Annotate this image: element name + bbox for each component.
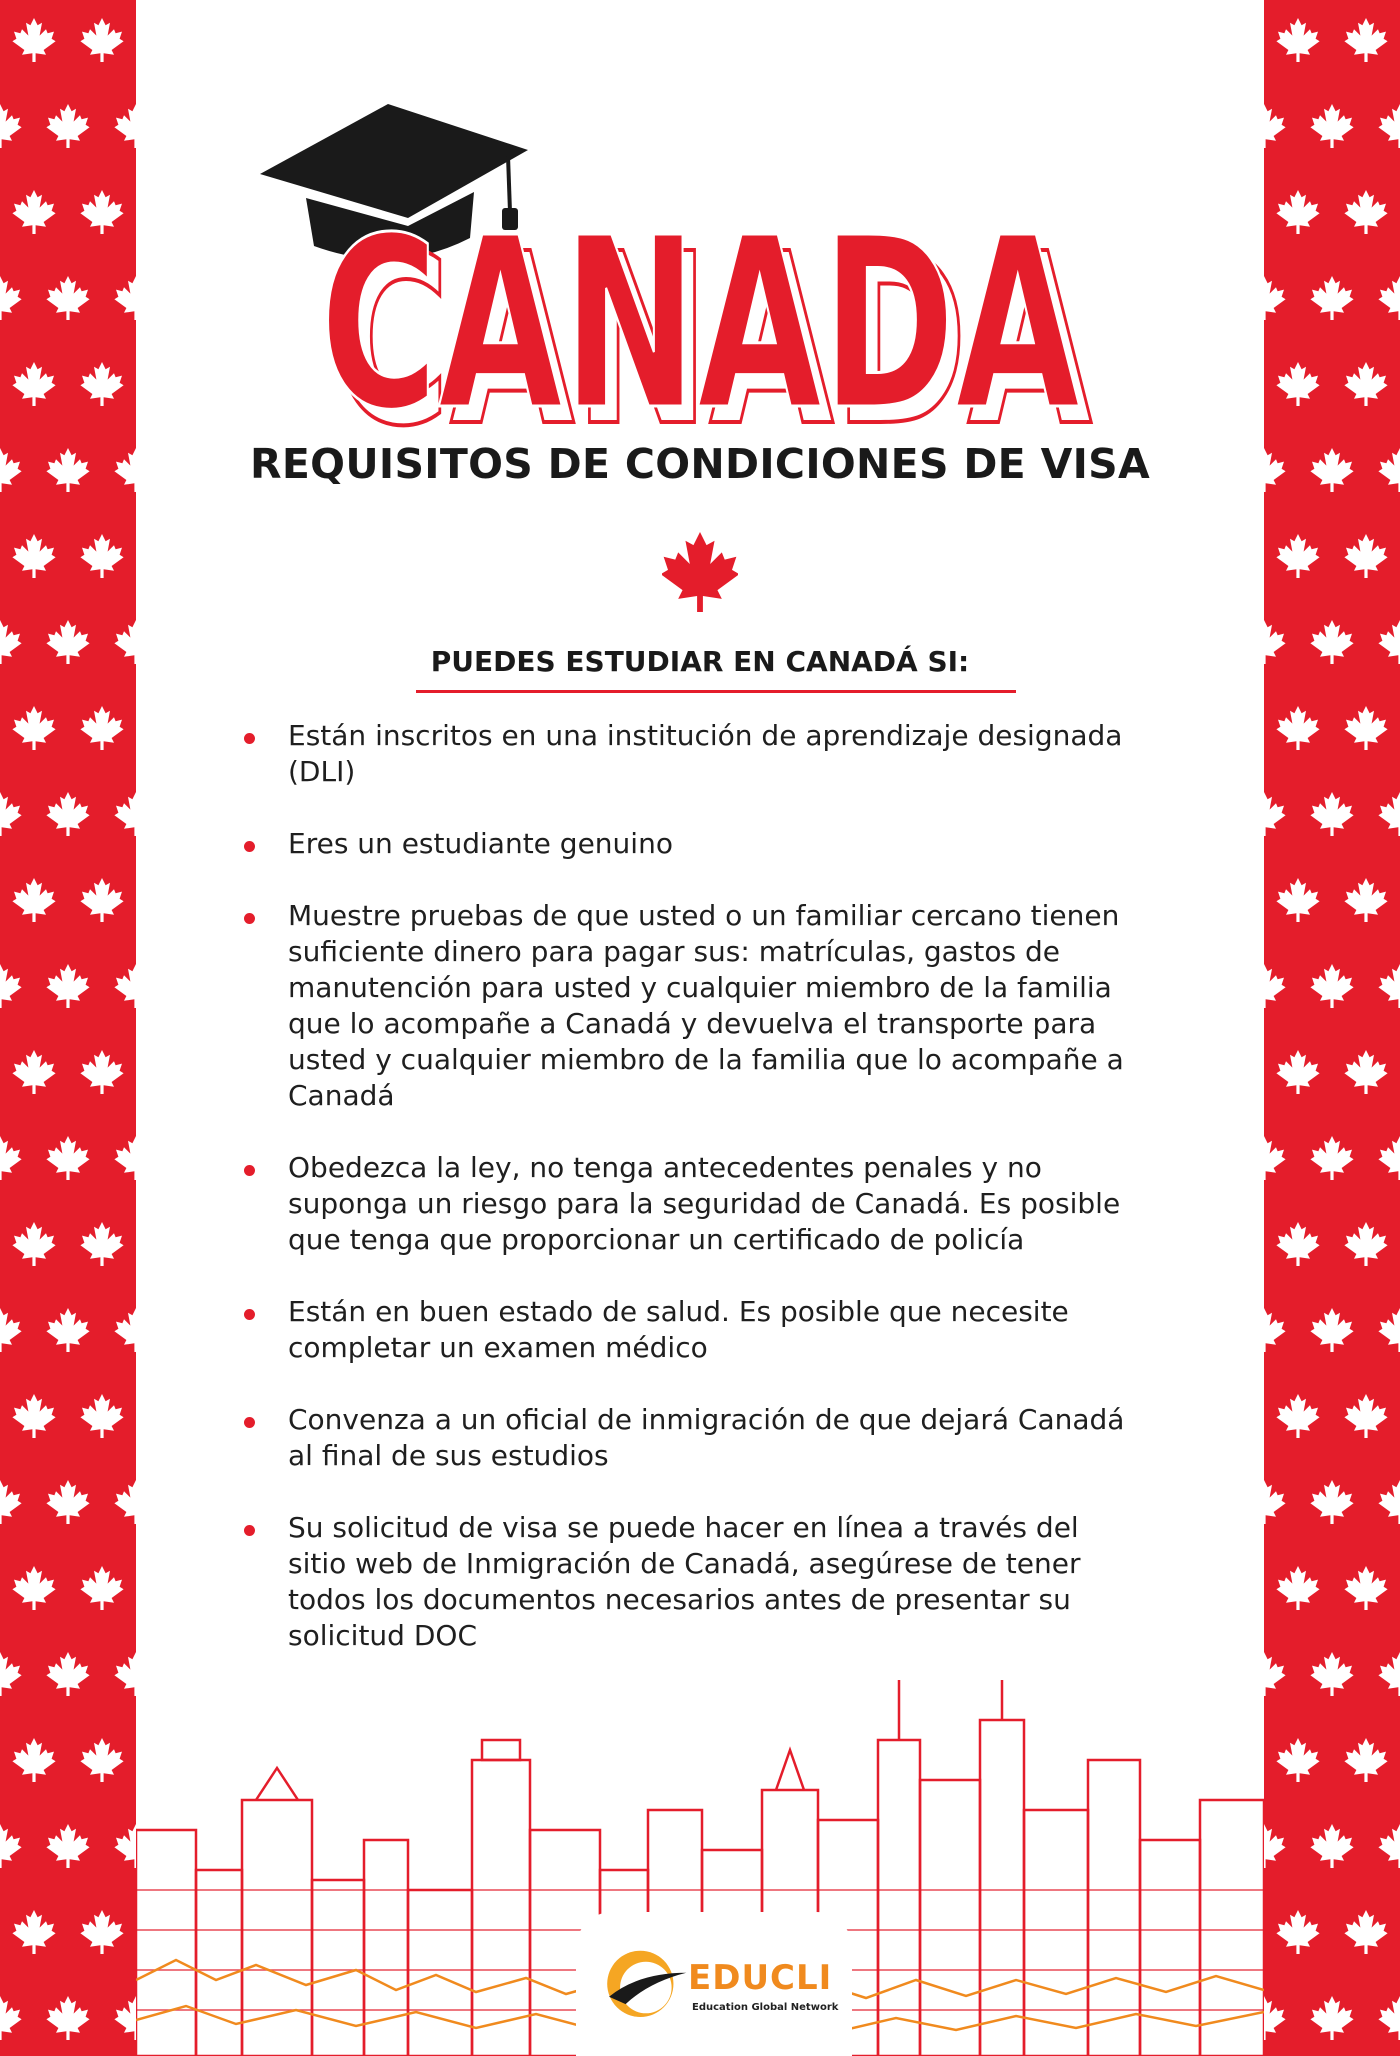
bullet-dot — [244, 1165, 255, 1176]
title-canada: CANADA — [320, 187, 1080, 440]
requirement-text: Están en buen estado de salud. Es posible que necesite completar un examen médico — [288, 1295, 1069, 1364]
requirement-text: Muestre pruebas de que usted o un familiar cercano tienen suficiente dinero para pagar sus: matrículas, gastos de manutención para usted y cualquier miembro de la familia que lo acompañe a Canadá y devuelva el transporte para usted y cualquier miembro de la familia que lo acompañe a Canadá — [288, 899, 1124, 1112]
requirement-text: Están inscritos en una institución de aprendizaje designada (DLI) — [288, 719, 1123, 788]
list-item — [244, 1402, 1144, 1474]
list-item — [244, 1150, 1144, 1258]
requirement-text: Convenza a un oficial de inmigración de que dejará Canadá al final de sus estudios — [288, 1403, 1125, 1472]
poster — [136, 0, 1264, 2056]
educli-logo — [576, 1912, 852, 2056]
requirement-text: Su solicitud de visa se puede hacer en línea a través del sitio web de Inmigración de Canadá, asegúrese de tener todos los documentos necesarios antes de presentar su solicitud DOC — [288, 1511, 1081, 1652]
maple-leaf-icon — [662, 532, 738, 612]
list-item — [244, 1510, 1144, 1654]
maple-leaf-border-right — [1264, 0, 1400, 2056]
bullet-dot — [244, 913, 255, 924]
bullet-dot — [244, 841, 255, 852]
requirements-list — [244, 718, 1144, 1654]
bullet-dot — [244, 1309, 255, 1320]
hero-title — [136, 80, 1264, 440]
requirement-text: Eres un estudiante genuino — [288, 827, 673, 860]
list-item — [244, 1294, 1144, 1366]
list-item — [244, 898, 1144, 1114]
heading-underline — [416, 690, 1016, 693]
bullet-dot — [244, 733, 255, 744]
section-heading: PUEDES ESTUDIAR EN CANADÁ SI: — [430, 645, 970, 678]
subtitle: REQUISITOS DE CONDICIONES DE VISA — [249, 440, 1151, 488]
educli-logo-tagline: Education Global Network — [692, 2002, 839, 2013]
requirement-text: Obedezca la ley, no tenga antecedentes penales y no suponga un riesgo para la seguridad de Canadá. Es posible que tenga que proporcionar un certificado de policía — [288, 1151, 1121, 1256]
educli-logo-name: EDUCLI — [688, 1958, 833, 1998]
bullet-dot — [244, 1417, 255, 1428]
list-item — [244, 826, 1144, 862]
list-item — [244, 718, 1144, 790]
bullet-dot — [244, 1525, 255, 1536]
educli-logo-icon — [598, 1936, 690, 2028]
svg-text:CANADA: CANADA — [332, 203, 1092, 440]
maple-leaf-border-left — [0, 0, 136, 2056]
